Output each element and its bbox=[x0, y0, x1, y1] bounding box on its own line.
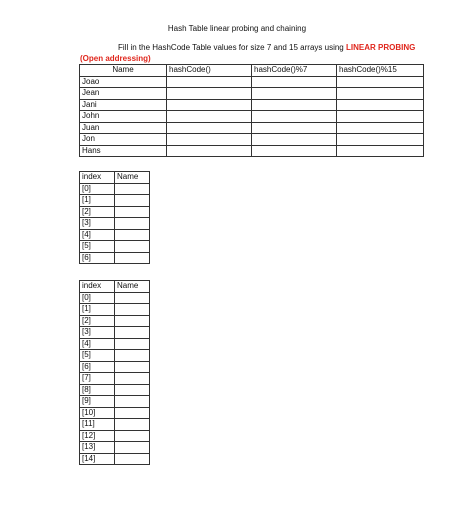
name-cell[interactable] bbox=[115, 442, 150, 454]
table-row bbox=[80, 76, 424, 88]
name-cell[interactable] bbox=[115, 241, 150, 253]
mod15-cell[interactable] bbox=[337, 111, 424, 123]
table-row bbox=[80, 134, 424, 146]
table-row bbox=[80, 252, 150, 264]
hashcode-cell[interactable] bbox=[167, 111, 252, 123]
size7-header-index: index bbox=[80, 172, 115, 184]
name-cell[interactable] bbox=[115, 229, 150, 241]
name-cell[interactable] bbox=[115, 373, 150, 385]
table-row bbox=[80, 453, 150, 465]
name-cell: Jani bbox=[80, 99, 167, 111]
table-row bbox=[80, 430, 150, 442]
table-row bbox=[80, 183, 150, 195]
header-hashcode: hashCode() bbox=[167, 65, 252, 77]
name-cell[interactable] bbox=[115, 338, 150, 350]
size15-header-row bbox=[80, 281, 150, 293]
mod7-cell[interactable] bbox=[252, 122, 337, 134]
mod7-cell[interactable] bbox=[252, 99, 337, 111]
index-cell: [13] bbox=[80, 442, 115, 454]
index-cell: [12] bbox=[80, 430, 115, 442]
name-cell[interactable] bbox=[115, 407, 150, 419]
index-cell: [14] bbox=[80, 453, 115, 465]
index-cell: [1] bbox=[80, 304, 115, 316]
name-cell[interactable] bbox=[115, 361, 150, 373]
name-cell: Hans bbox=[80, 145, 167, 157]
mod7-cell[interactable] bbox=[252, 111, 337, 123]
name-cell[interactable] bbox=[115, 430, 150, 442]
table-row bbox=[80, 206, 150, 218]
instruction-highlight: LINEAR PROBING bbox=[345, 43, 416, 52]
mod15-cell[interactable] bbox=[337, 145, 424, 157]
hashcode-cell[interactable] bbox=[167, 99, 252, 111]
index-cell: [2] bbox=[80, 206, 115, 218]
index-cell: [4] bbox=[80, 338, 115, 350]
size7-table bbox=[79, 171, 150, 264]
name-cell[interactable] bbox=[115, 218, 150, 230]
name-cell[interactable] bbox=[115, 292, 150, 304]
table-row bbox=[80, 241, 150, 253]
index-cell: [3] bbox=[80, 327, 115, 339]
hashcode-cell[interactable] bbox=[167, 145, 252, 157]
table-row bbox=[80, 384, 150, 396]
mod15-cell[interactable] bbox=[337, 99, 424, 111]
page-title: Hash Table linear probing and chaining bbox=[167, 24, 307, 33]
hashcode-cell[interactable] bbox=[167, 76, 252, 88]
mod15-cell[interactable] bbox=[337, 76, 424, 88]
index-cell: [8] bbox=[80, 384, 115, 396]
table-row bbox=[80, 229, 150, 241]
name-cell: Juan bbox=[80, 122, 167, 134]
index-cell: [0] bbox=[80, 292, 115, 304]
table-row bbox=[80, 195, 150, 207]
name-cell[interactable] bbox=[115, 419, 150, 431]
table-row bbox=[80, 407, 150, 419]
size15-table bbox=[79, 280, 150, 465]
instruction-subtitle: (Open addressing) bbox=[80, 54, 151, 63]
size7-header-row bbox=[80, 172, 150, 184]
name-cell[interactable] bbox=[115, 252, 150, 264]
header-hashcode-mod15: hashCode()%15 bbox=[337, 65, 424, 77]
table-row bbox=[80, 373, 150, 385]
name-cell[interactable] bbox=[115, 304, 150, 316]
table-row bbox=[80, 99, 424, 111]
name-cell[interactable] bbox=[115, 384, 150, 396]
header-hashcode-mod7: hashCode()%7 bbox=[252, 65, 337, 77]
mod7-cell[interactable] bbox=[252, 134, 337, 146]
table-row bbox=[80, 292, 150, 304]
name-cell: Jon bbox=[80, 134, 167, 146]
mod7-cell[interactable] bbox=[252, 145, 337, 157]
instruction-prefix: Fill in the HashCode Table values for size 7 and 15 arrays using bbox=[118, 43, 346, 52]
mod7-cell[interactable] bbox=[252, 76, 337, 88]
hashcode-cell[interactable] bbox=[167, 134, 252, 146]
table-row bbox=[80, 304, 150, 316]
name-cell: John bbox=[80, 111, 167, 123]
table-row bbox=[80, 145, 424, 157]
size7-header-name: Name bbox=[115, 172, 150, 184]
hashcode-cell[interactable] bbox=[167, 122, 252, 134]
instruction-text bbox=[118, 43, 415, 53]
index-cell: [7] bbox=[80, 373, 115, 385]
table-row bbox=[80, 218, 150, 230]
name-cell[interactable] bbox=[115, 195, 150, 207]
name-cell[interactable] bbox=[115, 327, 150, 339]
name-cell: Jean bbox=[80, 88, 167, 100]
table-row bbox=[80, 442, 150, 454]
size15-header-index: index bbox=[80, 281, 115, 293]
name-cell[interactable] bbox=[115, 206, 150, 218]
index-cell: [9] bbox=[80, 396, 115, 408]
hashcode-cell[interactable] bbox=[167, 88, 252, 100]
name-cell[interactable] bbox=[115, 396, 150, 408]
table-row bbox=[80, 111, 424, 123]
table-row bbox=[80, 315, 150, 327]
index-cell: [5] bbox=[80, 241, 115, 253]
index-cell: [6] bbox=[80, 361, 115, 373]
name-cell[interactable] bbox=[115, 315, 150, 327]
header-name: Name bbox=[80, 65, 167, 77]
index-cell: [6] bbox=[80, 252, 115, 264]
hashcode-table bbox=[79, 64, 424, 157]
table-row bbox=[80, 88, 424, 100]
index-cell: [0] bbox=[80, 183, 115, 195]
index-cell: [1] bbox=[80, 195, 115, 207]
name-cell[interactable] bbox=[115, 183, 150, 195]
index-cell: [5] bbox=[80, 350, 115, 362]
mod15-cell[interactable] bbox=[337, 134, 424, 146]
table-row bbox=[80, 396, 150, 408]
table-row bbox=[80, 338, 150, 350]
index-cell: [4] bbox=[80, 229, 115, 241]
mod15-cell[interactable] bbox=[337, 122, 424, 134]
name-cell: Joao bbox=[80, 76, 167, 88]
name-cell[interactable] bbox=[115, 350, 150, 362]
mod7-cell[interactable] bbox=[252, 88, 337, 100]
table-row bbox=[80, 327, 150, 339]
index-cell: [3] bbox=[80, 218, 115, 230]
table-row bbox=[80, 122, 424, 134]
table-row bbox=[80, 361, 150, 373]
size15-header-name: Name bbox=[115, 281, 150, 293]
name-cell[interactable] bbox=[115, 453, 150, 465]
hashcode-table-header-row bbox=[80, 65, 424, 77]
mod15-cell[interactable] bbox=[337, 88, 424, 100]
index-cell: [2] bbox=[80, 315, 115, 327]
table-row bbox=[80, 350, 150, 362]
table-row bbox=[80, 419, 150, 431]
index-cell: [11] bbox=[80, 419, 115, 431]
index-cell: [10] bbox=[80, 407, 115, 419]
